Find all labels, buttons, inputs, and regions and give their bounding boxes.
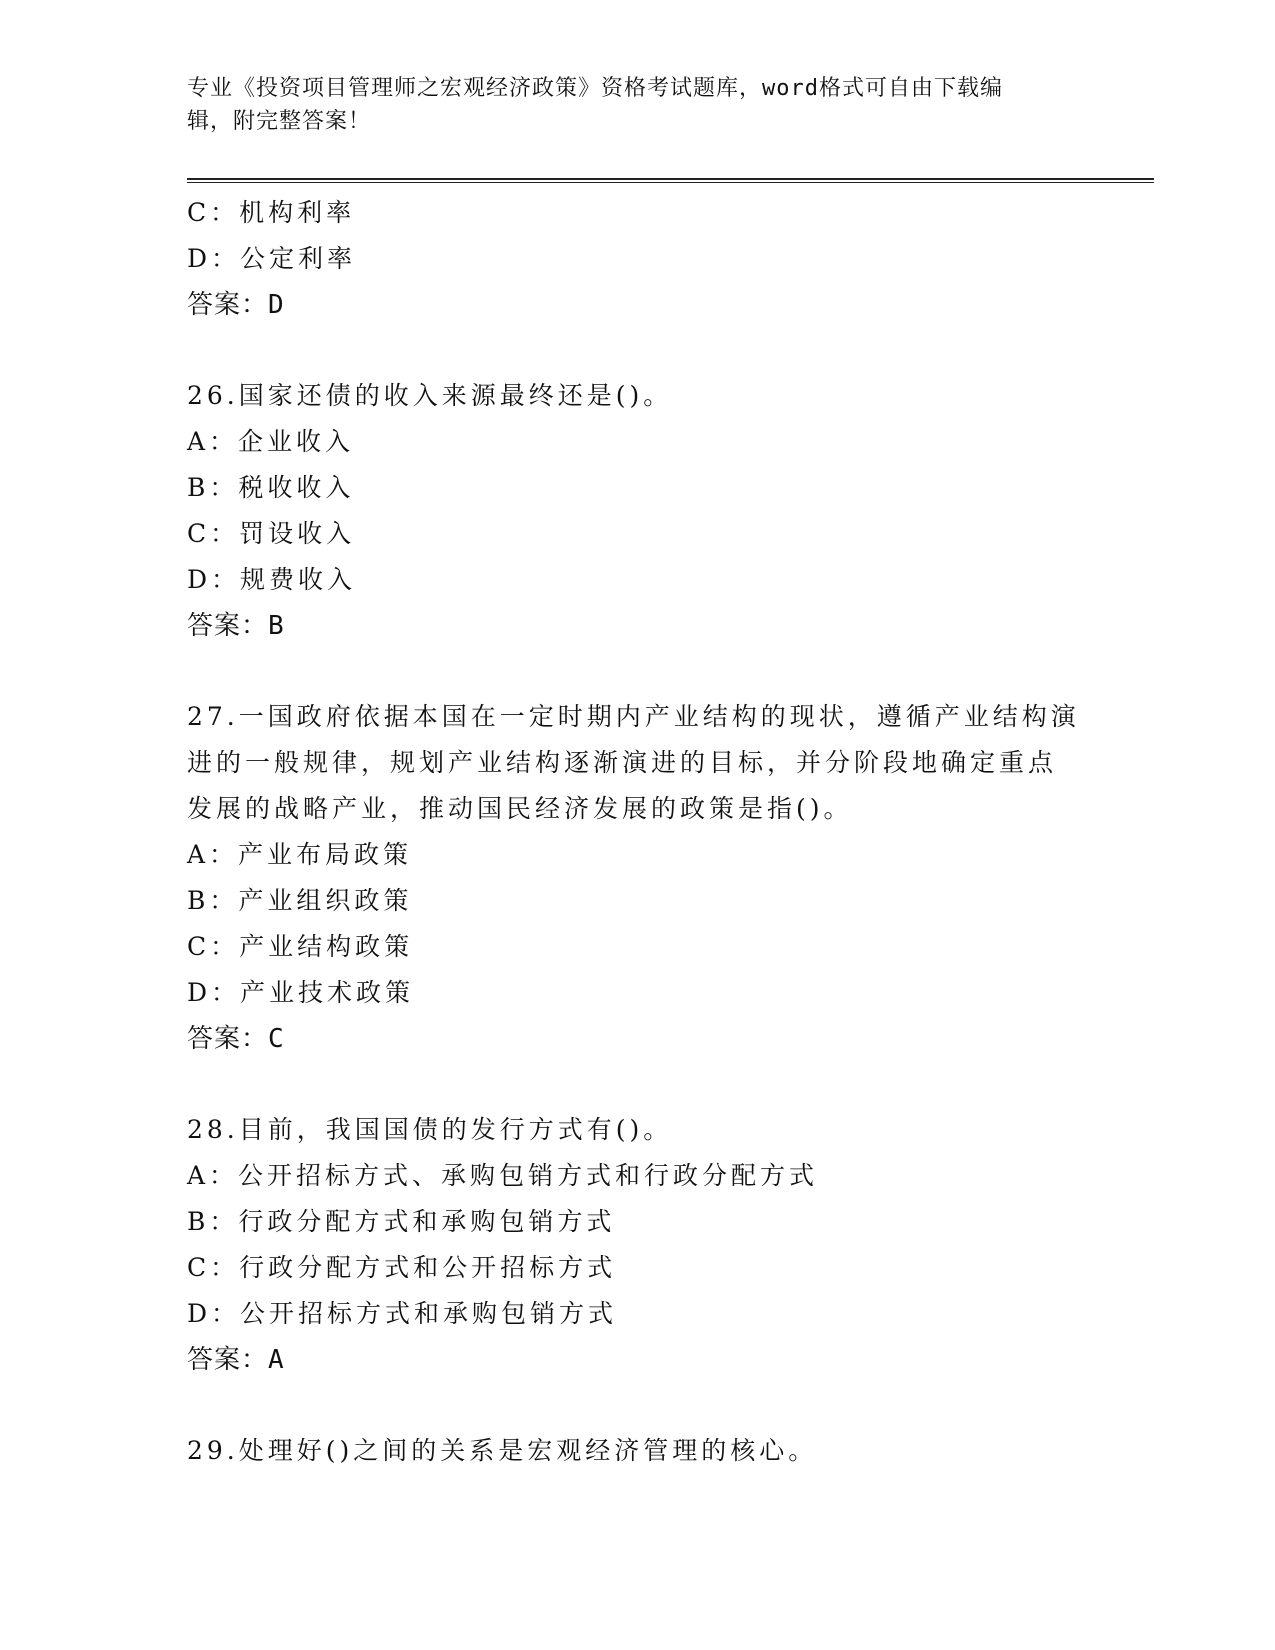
question-text: 28.目前，我国国债的发行方式有()。 [187, 1115, 673, 1144]
answer-label: 答案： [187, 290, 269, 320]
question-text: 29.处理好()之间的关系是宏观经济管理的核心。 [187, 1436, 818, 1465]
answer-label: 答案： [187, 1345, 269, 1375]
previous-question-tail [187, 190, 1147, 328]
question-text-line-1: 27.一国政府依据本国在一定时期内产业结构的现状，遵循产业结构演 [187, 702, 1080, 731]
answer-value: C [268, 1024, 285, 1054]
option-a: A：产业布局政策 [187, 840, 413, 869]
answer-label: 答案： [187, 611, 269, 641]
option-d: D：公开招标方式和承购包销方式 [187, 1299, 618, 1328]
question-29 [187, 1428, 1147, 1474]
spacer [187, 328, 1147, 373]
option-d: D：公定利率 [187, 244, 357, 273]
answer-line [187, 1337, 1147, 1383]
spacer [187, 1062, 1147, 1107]
answer-value: B [268, 611, 285, 641]
document-header [187, 72, 1067, 138]
header-line-1: 专业《投资项目管理师之宏观经济政策》资格考试题库，word格式可自由下载编 [187, 76, 1003, 101]
option-b: B：产业组织政策 [187, 886, 413, 915]
option-d: D：产业技术政策 [187, 978, 415, 1007]
question-text-line-2: 进的一般规律，规划产业结构逐渐演进的目标，并分阶段地确定重点 [187, 748, 1058, 777]
option-c: C：罚设收入 [187, 519, 356, 548]
answer-label: 答案： [187, 1024, 269, 1054]
header-divider [187, 178, 1154, 183]
option-b: B：行政分配方式和承购包销方式 [187, 1207, 616, 1236]
question-27 [187, 694, 1147, 1062]
answer-line [187, 603, 1147, 649]
header-line-2: 辑，附完整答案！ [187, 109, 372, 134]
answer-value: D [268, 290, 285, 320]
option-c: C：产业结构政策 [187, 932, 414, 961]
option-d: D：规费收入 [187, 565, 357, 594]
answer-line [187, 282, 1147, 328]
option-a: A：企业收入 [187, 427, 355, 456]
option-c: C：行政分配方式和公开招标方式 [187, 1253, 617, 1282]
answer-value: A [268, 1345, 285, 1375]
option-b: B：税收收入 [187, 473, 355, 502]
question-28 [187, 1107, 1147, 1383]
question-26 [187, 373, 1147, 649]
option-c: C：机构利率 [187, 198, 356, 227]
spacer [187, 649, 1147, 694]
spacer [187, 1383, 1147, 1428]
question-list [187, 190, 1147, 1474]
option-a: A：公开招标方式、承购包销方式和行政分配方式 [187, 1161, 819, 1190]
question-text: 26.国家还债的收入来源最终还是()。 [187, 381, 673, 410]
answer-line [187, 1016, 1147, 1062]
question-text-line-3: 发展的战略产业，推动国民经济发展的政策是指()。 [187, 794, 853, 823]
